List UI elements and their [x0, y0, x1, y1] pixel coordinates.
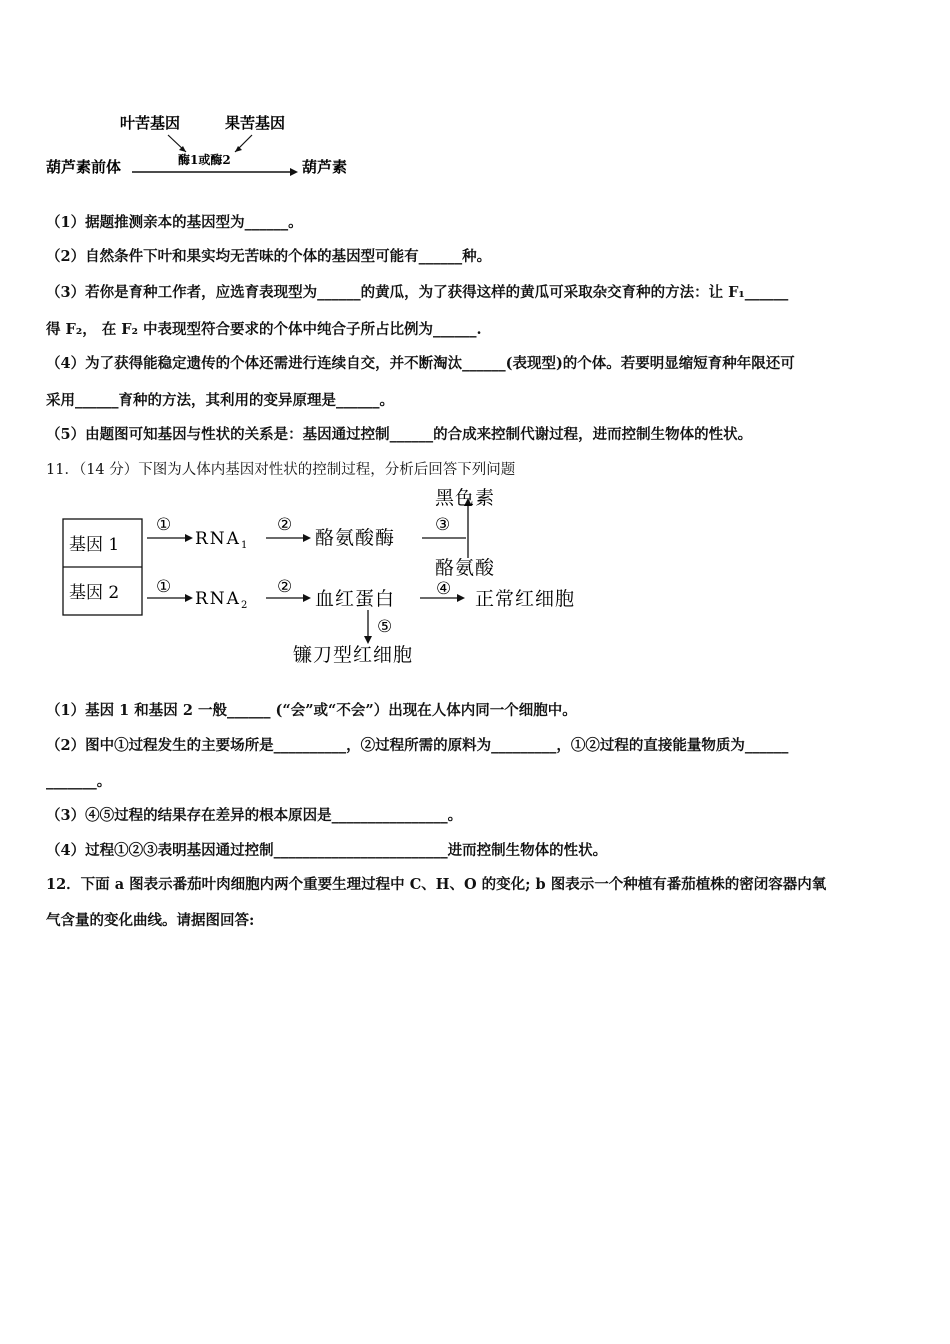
- arrowhead-rna2-hemoglobin: [303, 594, 311, 602]
- q12-line1: 12．下面 a 图表示番茄叶肉细胞内两个重要生理过程中 C、H、O 的变化; b 图表示一个种植有番茄植株的密闭容器内氧: [46, 876, 827, 893]
- arrowhead-gene1-rna1: [185, 534, 193, 542]
- hemoglobin-label: 血红蛋白: [315, 588, 396, 610]
- q10-s4a: （4）为了获得能稳定遗传的个体还需进行连续自交，并不断淘汰______(表现型)的个体。若要明显缩短育种年限还可: [46, 355, 795, 372]
- q11-s2a: （2）图中①过程发生的主要场所是__________，②过程所需的原料为_________，①②过程的直接能量物质为______: [46, 737, 789, 754]
- q11-header: 11．（14 分）下图为人体内基因对性状的控制过程，分析后回答下列问题: [46, 462, 516, 478]
- q10-s2: （2）自然条件下叶和果实均无苦味的个体的基因型可能有______种。: [46, 248, 492, 265]
- step3-marker: ③: [435, 515, 451, 535]
- step5-marker: ⑤: [377, 617, 393, 637]
- step1-marker-row1: ①: [156, 515, 172, 535]
- q11-s2b: _______。: [46, 773, 112, 790]
- arrowhead-sickle: [364, 636, 372, 644]
- fruit-gene-arrowhead: [235, 146, 242, 152]
- q10-s5: （5）由题图可知基因与性状的关系是：基因通过控制______的合成来控制代谢过程，进而控制生物体的性状。: [46, 426, 753, 443]
- step1-marker-row2: ①: [156, 577, 172, 597]
- gene2-label: 基因 2: [69, 583, 120, 603]
- arrowhead-normal: [457, 594, 465, 602]
- rna2-label: $RNA_2$: [195, 589, 250, 611]
- q12-line2: 气含量的变化曲线。请据图回答:: [46, 912, 255, 929]
- q10-s3b: 得 F₂， 在 F₂ 中表现型符合要求的个体中纯合子所占比例为______.: [46, 321, 482, 338]
- arrowhead-rna1-tyrosinase: [303, 534, 311, 542]
- q11-s3: （3）④⑤过程的结果存在差异的根本原因是________________。: [46, 807, 463, 824]
- step4-marker: ④: [436, 579, 452, 599]
- gene1-label: 基因 1: [69, 535, 120, 555]
- melanin-label: 黑色素: [435, 487, 496, 509]
- leaf-bitter-gene-label: 叶苦基因: [120, 114, 181, 132]
- rna1-label: $RNA_1$: [195, 529, 250, 551]
- q11-s1: （1）基因 1 和基因 2 一般______ (“会”或“不会”）出现在人体内同一个细胞中。: [46, 702, 577, 719]
- q10-s1: （1）据题推测亲本的基因型为______。: [46, 214, 303, 231]
- q10-s4b: 采用______育种的方法，其利用的变异原理是______。: [46, 392, 394, 409]
- sickle-rbc-label: 镰刀型红细胞: [293, 644, 414, 666]
- fruit-bitter-gene-label: 果苦基因: [225, 114, 286, 132]
- step2-marker-row1: ②: [277, 515, 293, 535]
- cucurbitacin-pathway-diagram: [40, 108, 370, 183]
- q10-s3a: （3）若你是育种工作者，应选育表现型为______的黄瓜，为了获得这样的黄瓜可采取杂交育种的方法：让 F₁______: [46, 284, 789, 301]
- q11-s4: （4）过程①②③表明基因通过控制________________________进而控制生物体的性状。: [46, 842, 608, 859]
- arrowhead-gene2-rna2: [185, 594, 193, 602]
- gene-trait-diagram: [55, 486, 615, 671]
- cucurbitacin-label: 葫芦素: [302, 158, 348, 176]
- precursor-label: 葫芦素前体: [46, 158, 122, 176]
- pathway-arrowhead: [290, 168, 298, 176]
- tyrosinase-label: 酪氨酸酶: [315, 527, 396, 549]
- enzyme-label: 酶1或酶2: [178, 153, 231, 167]
- step2-marker-row2: ②: [277, 577, 293, 597]
- tyrosine-label: 酪氨酸: [435, 557, 496, 579]
- normal-rbc-label: 正常红细胞: [475, 588, 576, 610]
